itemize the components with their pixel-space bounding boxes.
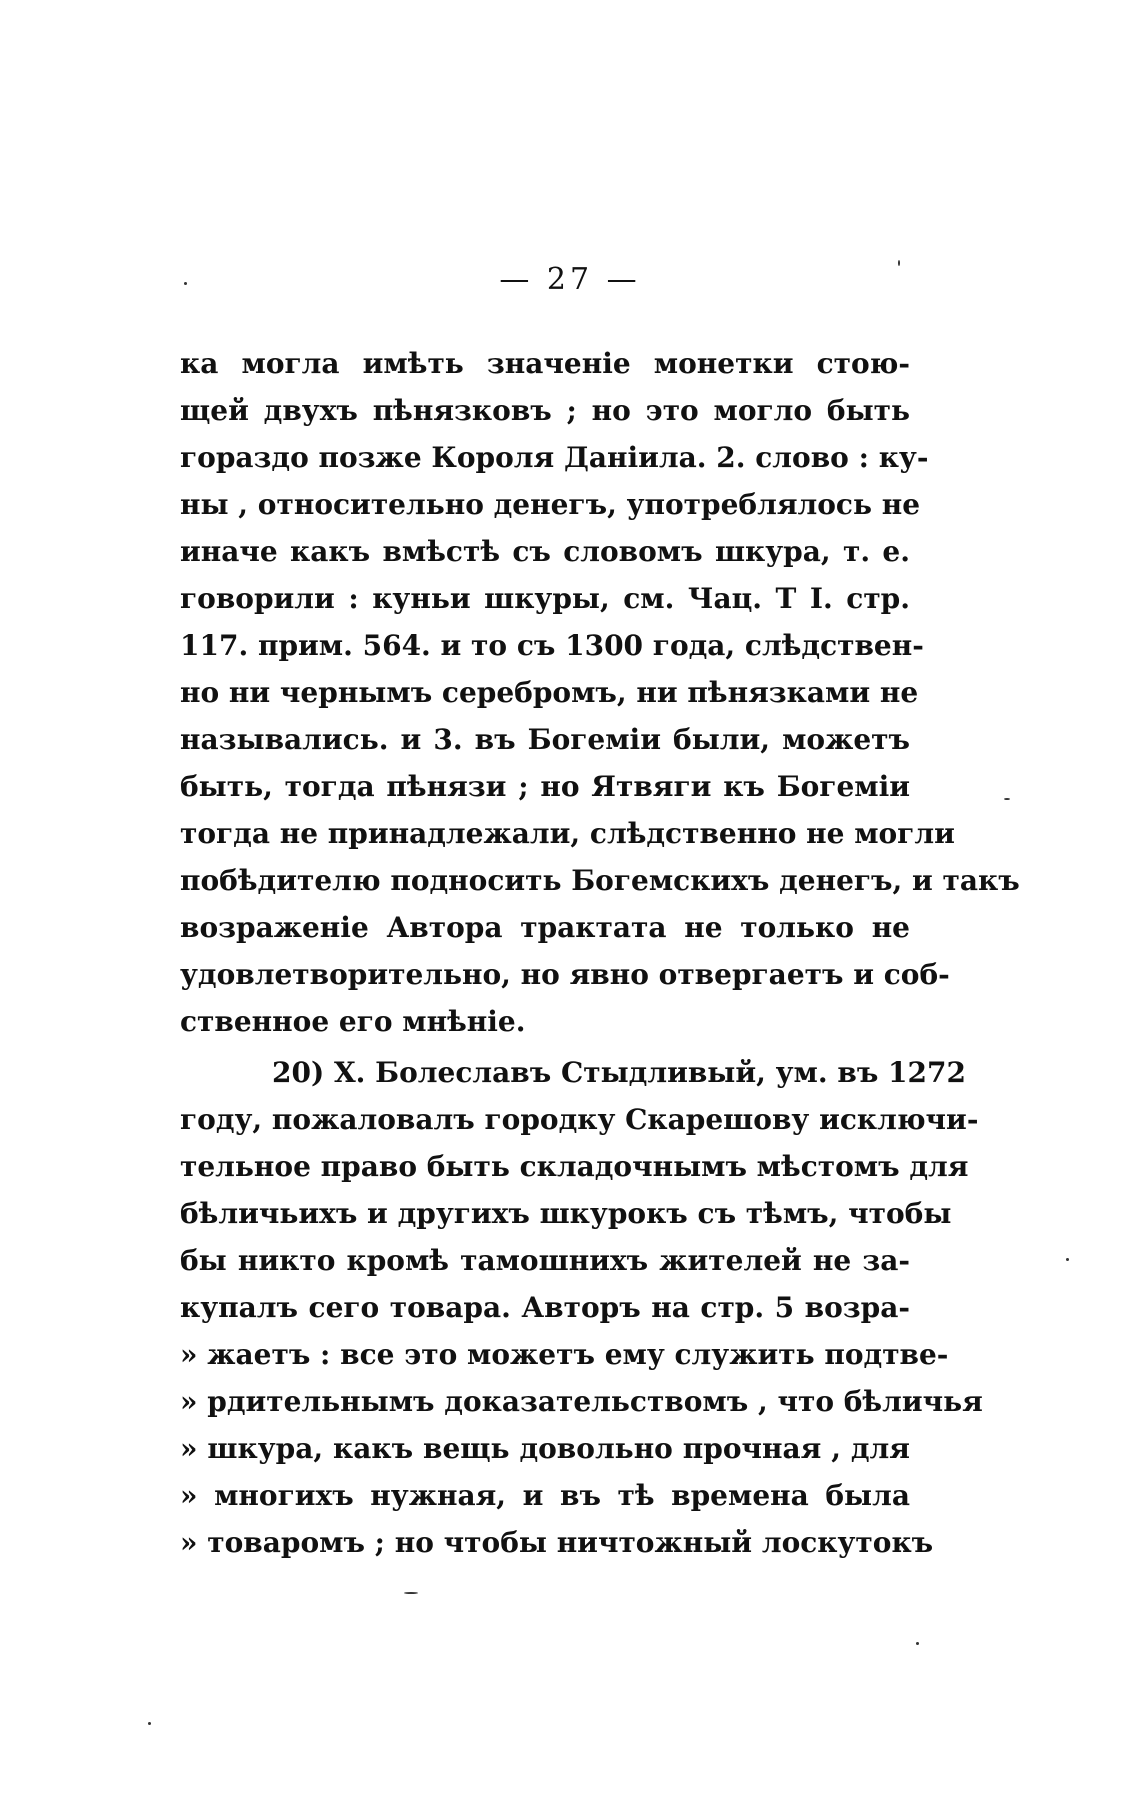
text-line: назывались. и 3. въ Богемiи были, можетъ bbox=[180, 723, 910, 756]
scan-speck bbox=[148, 1722, 151, 1725]
text-line: » рдительнымъ доказательствомъ , что бѣличья bbox=[180, 1385, 983, 1418]
scan-speck bbox=[916, 1642, 919, 1645]
text-line: иначе какъ вмѣстѣ съ словомъ шкура, т. е. bbox=[180, 535, 910, 568]
text-line: ственное его мнѣнiе. bbox=[180, 1005, 526, 1038]
text-line: тельное право быть складочнымъ мѣстомъ для bbox=[180, 1150, 969, 1183]
text-line: » многихъ нужная, и въ тѣ времена была bbox=[180, 1479, 910, 1512]
text-line: » шкура, какъ вещь довольно прочная , для bbox=[180, 1432, 910, 1465]
text-line: щей двухъ пѣнязковъ ; но это могло быть bbox=[180, 394, 910, 427]
text-line: бѣличьихъ и другихъ шкурокъ съ тѣмъ, чтобы bbox=[180, 1197, 952, 1230]
text-line: побѣдителю подносить Богемскихъ денегъ, и такъ bbox=[180, 864, 1020, 897]
text-line: возраженiе Автора трактата не только не bbox=[180, 911, 910, 944]
text-line: 117. прим. 564. и то съ 1300 года, слѣдствен- bbox=[180, 629, 924, 662]
text-line: ны , относительно денегъ, употреблялось не bbox=[180, 488, 921, 521]
text-line: говорили : куньи шкуры, см. Чац. Т I. стр. bbox=[180, 582, 910, 615]
scan-speck bbox=[1004, 798, 1010, 800]
text-line: быть, тогда пѣнязи ; но Ятвяги къ Богемiи bbox=[180, 770, 910, 803]
scan-speck bbox=[404, 1592, 418, 1594]
text-line: ка могла имѣть значенiе монетки стою- bbox=[180, 347, 910, 380]
body-text bbox=[180, 340, 1020, 1566]
text-line: тогда не принадлежали, слѣдственно не могли bbox=[180, 817, 955, 850]
text-line: бы никто кромѣ тамошнихъ жителей не за- bbox=[180, 1244, 910, 1277]
page-number: — 27 — bbox=[499, 262, 641, 297]
scan-speck bbox=[1066, 1258, 1069, 1261]
text-line: купалъ сего товара. Авторъ на стр. 5 возра- bbox=[180, 1291, 910, 1324]
text-line: удовлетворительно, но явно отвергаетъ и соб- bbox=[180, 958, 950, 991]
text-line: 20) Х. Болеславъ Стыдливый, ум. въ 1272 bbox=[272, 1056, 966, 1089]
text-line: гораздо позже Короля Данiила. 2. слово : ку- bbox=[180, 441, 929, 474]
scan-speck bbox=[898, 260, 900, 266]
text-line: году, пожаловалъ городку Скарешову исключи- bbox=[180, 1103, 979, 1136]
text-line: » товаромъ ; но чтобы ничтожный лоскутокъ bbox=[180, 1526, 934, 1559]
text-line: » жаетъ : все это можетъ ему служить подтве- bbox=[180, 1338, 949, 1371]
text-line: но ни чернымъ серебромъ, ни пѣнязками не bbox=[180, 676, 919, 709]
scan-speck bbox=[184, 282, 187, 285]
